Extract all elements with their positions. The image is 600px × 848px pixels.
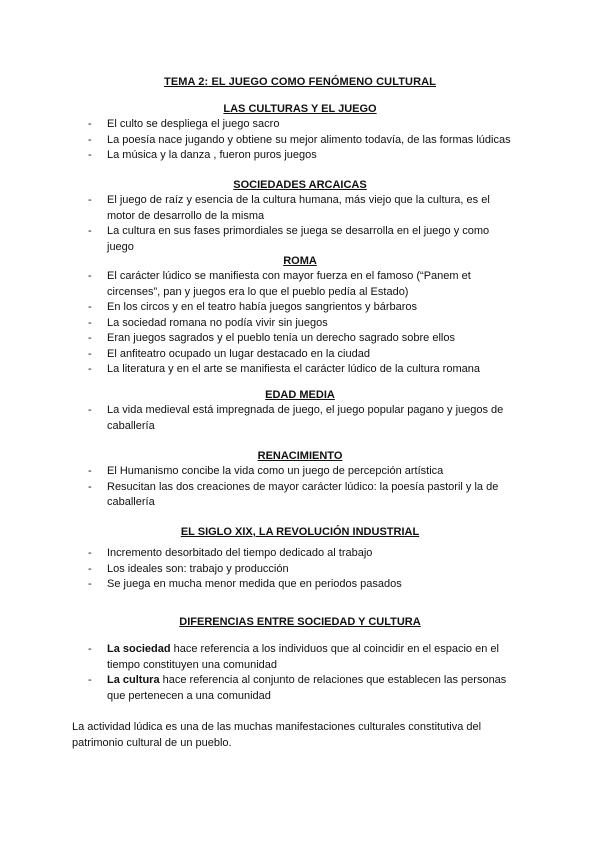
bullet-dash: -: [88, 118, 92, 130]
list-item-text: La literatura y en el arte se manifiesta el carácter lúdico de la cultura romana: [107, 363, 480, 375]
bullet-list: [0, 546, 600, 593]
list-item-text: La cultura en sus fases primordiales se juega se desarrolla en el juego y como juego: [107, 225, 490, 253]
list-item: [0, 148, 600, 164]
list-item: [0, 546, 600, 562]
bullet-list: [0, 117, 600, 164]
list-item: [0, 224, 600, 255]
bullet-list: [0, 642, 600, 704]
list-item: [0, 562, 600, 578]
list-item: [0, 642, 600, 673]
bullet-dash: -: [88, 562, 92, 575]
bullet-dash: -: [88, 578, 92, 590]
bullet-list: [0, 464, 600, 511]
term-bold: La cultura: [107, 674, 160, 686]
list-item: [0, 117, 600, 133]
list-item: [0, 403, 600, 434]
list-item-text: Los ideales son: trabajo y producción: [107, 562, 289, 575]
list-item: [0, 577, 600, 593]
list-item-text: La sociedad romana no podía vivir sin juegos: [107, 316, 328, 329]
section-roma: [0, 254, 600, 378]
section-edad-media: [0, 388, 600, 434]
bullet-dash: -: [88, 363, 92, 375]
bullet-list: [0, 403, 600, 434]
list-item: [0, 673, 600, 704]
list-item: [0, 464, 600, 480]
bullet-dash: -: [88, 643, 92, 655]
section-siglo-xix: [0, 525, 600, 593]
section-heading: EDAD MEDIA: [265, 389, 335, 401]
list-item-text: hace referencia a los individuos que al coincidir en el espacio en el tiempo constituyen una comunidad: [107, 643, 499, 671]
bullet-dash: -: [88, 347, 92, 360]
bullet-dash: -: [88, 547, 92, 559]
section-heading: LAS CULTURAS Y EL JUEGO: [223, 103, 377, 115]
list-item-text: hace referencia al conjunto de relaciones que establecen las personas que pertenecen a una comunidad: [107, 674, 507, 702]
bullet-dash: -: [88, 149, 92, 161]
section-heading: DIFERENCIAS ENTRE SOCIEDAD Y CULTURA: [179, 616, 421, 628]
list-item: [0, 316, 600, 332]
bullet-dash: -: [88, 270, 92, 282]
bullet-list: [0, 269, 600, 378]
list-item: [0, 347, 600, 363]
bullet-dash: -: [88, 225, 92, 237]
section-heading: ROMA: [283, 255, 317, 267]
bullet-list: [0, 193, 600, 255]
list-item-text: El carácter lúdico se manifiesta con mayor fuerza en el famoso (“Panem et circenses”, pan y juegos era lo que el pueblo pedía al Estado): [107, 270, 471, 298]
list-item-text: Incremento desorbitado del tiempo dedicado al trabajo: [107, 547, 373, 559]
list-item-text: El juego de raíz y esencia de la cultura humana, más viejo que la cultura, es el motor de desarrollo de la misma: [107, 194, 490, 222]
list-item: [0, 362, 600, 378]
section-sociedades-arcaicas: [0, 178, 600, 255]
section-heading: EL SIGLO XIX, LA REVOLUCIÓN INDUSTRIAL: [180, 526, 420, 538]
list-item-text: Resucitan las dos creaciones de mayor carácter lúdico: la poesía pastoril y la de caballería: [107, 480, 499, 508]
document-title: TEMA 2: EL JUEGO COMO FENÓMENO CULTURAL: [164, 76, 436, 88]
term-bold: La sociedad: [107, 643, 171, 655]
bullet-dash: -: [88, 316, 92, 329]
list-item: [0, 133, 600, 149]
list-item-text: En los circos y en el teatro había juegos sangrientos y bárbaros: [107, 301, 418, 313]
list-item: [0, 480, 600, 511]
bullet-dash: -: [88, 465, 92, 477]
section-heading: SOCIEDADES ARCAICAS: [233, 179, 367, 191]
bullet-dash: -: [88, 194, 92, 206]
bullet-dash: -: [88, 674, 92, 686]
closing-paragraph: La actividad lúdica es una de las muchas manifestaciones culturales constitutiva del patrimonio cultural de un pueblo.: [72, 721, 482, 749]
list-item-text: La vida medieval está impregnada de juego, el juego popular pagano y juegos de caballería: [107, 404, 504, 432]
list-item: [0, 269, 600, 300]
list-item-text: El culto se despliega el juego sacro: [107, 118, 280, 130]
list-item-text: Eran juegos sagrados y el pueblo tenía un derecho sagrado sobre ellos: [107, 332, 455, 344]
section-renacimiento: [0, 449, 600, 511]
list-item-text: La música y la danza , fueron puros juegos: [107, 149, 317, 161]
list-item-text: El Humanismo concibe la vida como un juego de percepción artística: [107, 465, 444, 477]
bullet-dash: -: [88, 301, 92, 313]
section-heading: RENACIMIENTO: [257, 450, 343, 462]
section-diferencias: [0, 615, 600, 704]
list-item: [0, 193, 600, 224]
bullet-dash: -: [88, 133, 92, 146]
list-item: [0, 331, 600, 347]
bullet-dash: -: [88, 480, 92, 493]
list-item: [0, 300, 600, 316]
section-culturas-y-juego: [0, 102, 600, 164]
list-item-text: Se juega en mucha menor medida que en periodos pasados: [107, 578, 402, 590]
list-item-text: La poesía nace jugando y obtiene su mejor alimento todavía, de las formas lúdicas: [107, 133, 511, 146]
list-item-text: El anfiteatro ocupado un lugar destacado en la ciudad: [107, 347, 370, 360]
bullet-dash: -: [88, 404, 92, 416]
bullet-dash: -: [88, 332, 92, 344]
